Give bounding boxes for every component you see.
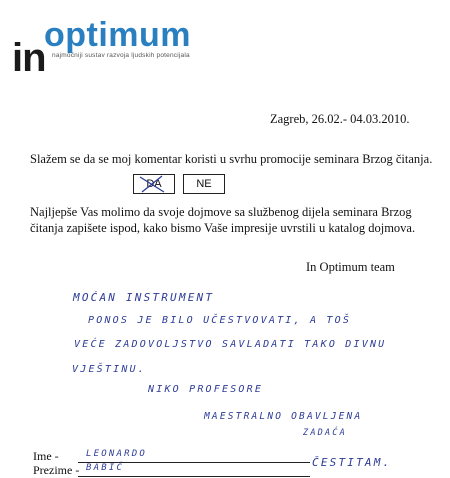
cross-mark-icon [134,175,174,193]
logo-tagline: najmoćniji sustav razvoja ljudskih potencijala [52,52,190,59]
handwriting-line-8: ČESTITAM. [312,456,392,469]
handwriting-line-6: MAESTRALNO OBAVLJENA [204,411,363,422]
option-da-label: DA [146,178,162,190]
handwriting-line-5: NIKO PROFESORE [148,384,264,395]
form-date: Zagreb, 26.02.- 04.03.2010. [270,112,410,126]
handwriting-line-4: VJEŠTINU. [72,364,146,375]
consent-statement: Slažem se da se moj komentar koristi u svrhu promocije seminara Brzog čitanja. [30,152,433,166]
handwriting-line-2: PONOS JE BILO UČESTVOVATI, A TOŠ [88,315,352,326]
team-signature: In Optimum team [306,260,395,274]
last-name-field[interactable] [78,476,310,477]
handwriting-line-1: MOĆAN INSTRUMENT [73,291,215,304]
logo-wordmark: optimum [44,16,192,54]
last-name-label: Prezime - [33,463,80,477]
request-text: Najljepše Vas molimo da svoje dojmove sa službenog dijela seminara Brzog čitanja zapišete ispod, kako bismo Vaše impresije uvrstili u katalog dojmova. [30,205,416,235]
handwriting-line-3: VEĆE ZADOVOLJSTVO SAVLADATI TAKO DIVNU [74,339,387,350]
logo-prefix: in [12,36,46,80]
option-da-checkbox[interactable] [133,174,175,194]
first-name-value: LEONARDO [86,449,147,459]
option-ne-checkbox[interactable] [183,174,225,194]
first-name-label: Ime - [33,449,59,463]
option-ne-label: NE [196,178,212,190]
last-name-value: BABIĆ [86,463,125,473]
handwriting-line-7: ZADAĆA [303,428,347,438]
